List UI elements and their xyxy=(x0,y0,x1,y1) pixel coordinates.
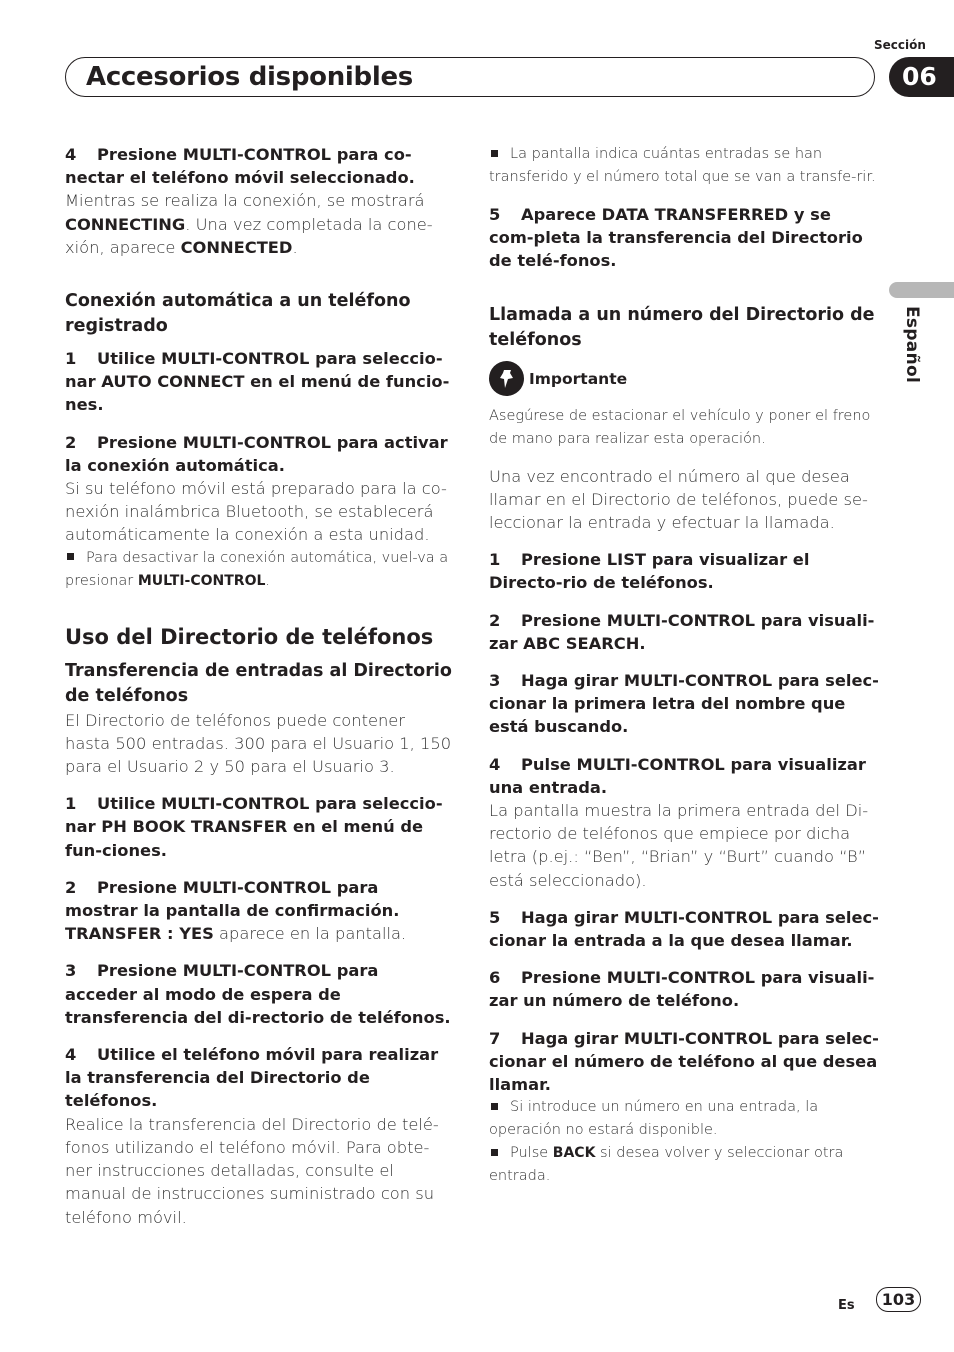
language-tab-marker xyxy=(889,282,954,298)
transfer-count-note: La pantalla indica cuántas entradas se han transferido y el número total que se van a transfe-rir. xyxy=(489,146,876,185)
section-label: Sección xyxy=(874,38,926,52)
transfer-heading: Transferencia de entradas al Directorio de teléfonos xyxy=(65,660,452,706)
transfer-step-3: 3 Presione MULTI-CONTROL para acceder al modo de espera de transferencia del di-rectorio de teléfonos. xyxy=(65,961,451,1027)
left-column xyxy=(65,143,455,1229)
call-step-7-note-1: Si introduce un número en una entrada, la operación no estará disponible. xyxy=(489,1099,819,1139)
call-step-1: 1 Presione LIST para visualizar el Directo-rio de teléfonos. xyxy=(489,550,810,593)
transfer-body: El Directorio de teléfonos puede contener hasta 500 entradas. 300 para el Usuario 1, 150 para el Usuario 2 y 50 para el Usuario 3. xyxy=(65,710,452,777)
call-step-3: 3 Haga girar MULTI-CONTROL para selec-cionar la primera letra del nombre que está buscando. xyxy=(489,671,879,737)
chapter-title: Accesorios disponibles xyxy=(86,62,413,92)
phone-book-heading: Uso del Directorio de teléfonos xyxy=(65,624,434,649)
pushpin-icon xyxy=(489,361,524,396)
transfer-step-4-body: Realice la transferencia del Directorio de telé-fonos utilizando el teléfono móvil. Para obte-ner instrucciones detalladas, consulte el manual de instrucciones suministrado con su teléfono móvil. xyxy=(65,1114,439,1227)
step-4-connect: 4 Presione MULTI-CONTROL para co-nectar el teléfono móvil seleccionado. xyxy=(65,145,415,188)
chapter-header xyxy=(65,57,875,97)
footer-language-code: Es xyxy=(838,1298,855,1313)
auto-step-2-note: Para desactivar la conexión automática, vuel-va a presionar MULTI-CONTROL. xyxy=(65,549,449,589)
call-step-4-body: La pantalla muestra la primera entrada del Di-rectorio de teléfonos que empiece por dicha letra (p.ej.: “Ben”, “Brian” y “Burt” cuando “B” está seleccionado). xyxy=(489,801,869,890)
auto-step-2-body: Si su teléfono móvil está preparado para la co-nexión inalámbrica Bluetooth, se establecerá automáticamente la conexión a esta unidad. xyxy=(65,479,447,545)
important-body: Asegúrese de estacionar el vehículo y poner el freno de mano para realizar esta operación. xyxy=(489,407,871,447)
transfer-step-5: 5 Aparece DATA TRANSFERRED y se com-pleta la transferencia del Directorio de telé-fonos. xyxy=(489,205,863,271)
section-number-badge: 06 xyxy=(889,57,954,97)
step-4-body: Mientras se realiza la conexión, se mostrará CONNECTING. Una vez completada la cone-xión, aparece CONNECTED. xyxy=(65,191,433,257)
important-label: Importante xyxy=(529,369,628,388)
transfer-step-4: 4 Utilice el teléfono móvil para realizar la transferencia del Directorio de teléfonos. xyxy=(65,1045,439,1111)
call-step-6: 6 Presione MULTI-CONTROL para visuali-zar un número de teléfono. xyxy=(489,968,875,1011)
important-notice xyxy=(489,361,881,397)
call-heading: Llamada a un número del Directorio de teléfonos xyxy=(489,304,875,350)
call-intro: Una vez encontrado el número al que desea llamar en el Directorio de teléfonos, puede se-leccionar la entrada y efectuar la llamada. xyxy=(489,466,868,533)
call-step-5: 5 Haga girar MULTI-CONTROL para selec-cionar la entrada a la que desea llamar. xyxy=(489,907,879,951)
auto-connect-heading: Conexión automática a un teléfono registrado xyxy=(65,291,411,337)
auto-step-2: 2 Presione MULTI-CONTROL para activar la conexión automática. xyxy=(65,432,448,475)
page-number: 103 xyxy=(876,1287,921,1312)
auto-step-1: 1 Utilice MULTI-CONTROL para seleccio-nar AUTO CONNECT en el menú de funcio-nes. xyxy=(65,349,450,415)
right-column xyxy=(489,143,881,1188)
transfer-step-1: 1 Utilice MULTI-CONTROL para seleccio-nar PH BOOK TRANSFER en el menú de fun-ciones. xyxy=(65,794,443,860)
transfer-step-2-body: TRANSFER : YES aparece en la pantalla. xyxy=(65,924,407,944)
call-step-4: 4 Pulse MULTI-CONTROL para visualizar una entrada. xyxy=(489,754,866,797)
call-step-7-note-2: Pulse BACK si desea volver y seleccionar otra entrada. xyxy=(489,1145,844,1185)
transfer-step-2: 2 Presione MULTI-CONTROL para mostrar la pantalla de confirmación. xyxy=(65,877,400,921)
call-step-2: 2 Presione MULTI-CONTROL para visuali-zar ABC SEARCH. xyxy=(489,610,875,653)
call-step-7: 7 Haga girar MULTI-CONTROL para selec-cionar el número de teléfono al que desea llamar. xyxy=(489,1028,879,1095)
language-side-label: Español xyxy=(902,306,922,384)
